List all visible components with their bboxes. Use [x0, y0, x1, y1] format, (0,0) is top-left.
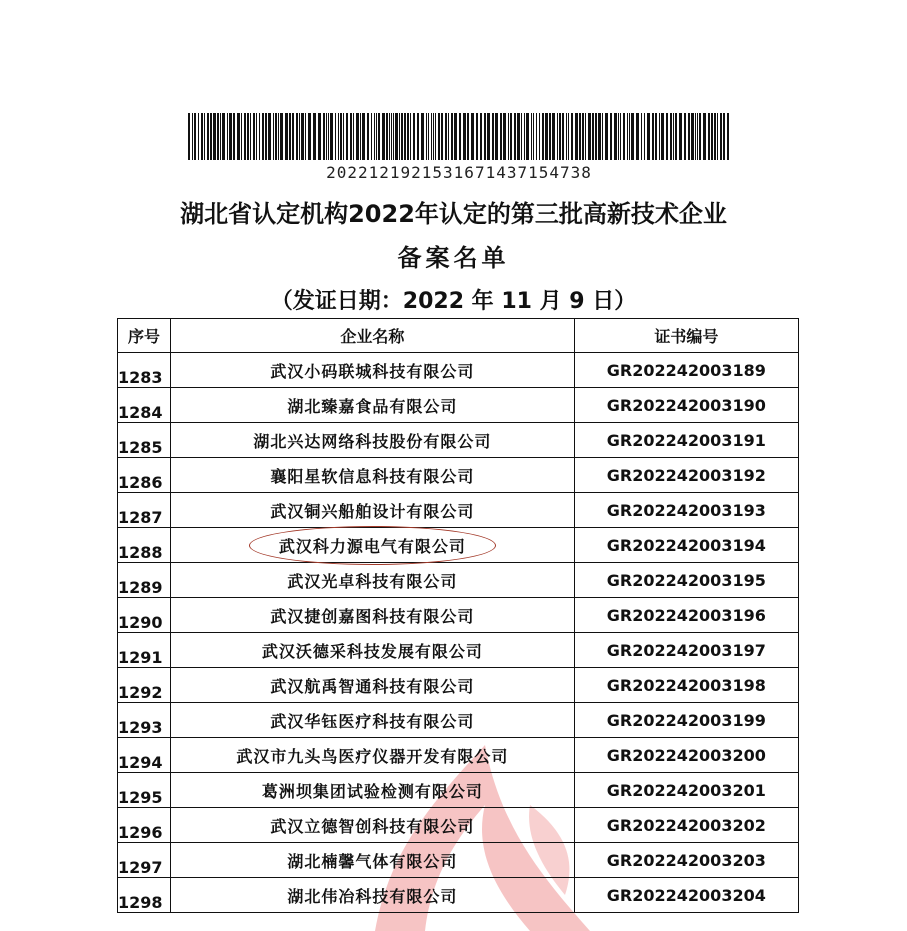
- barcode-icon: [188, 113, 730, 160]
- table-header-row: [118, 319, 799, 353]
- row-cert-number: GR202242003201: [574, 773, 798, 808]
- table-row: [118, 423, 799, 458]
- row-index: 1288: [118, 528, 171, 563]
- page-title: 湖北省认定机构2022年认定的第三批高新技术企业: [180, 200, 727, 228]
- row-cert-number: GR202242003193: [574, 493, 798, 528]
- row-company-name: 湖北兴达网络科技股份有限公司: [253, 431, 492, 451]
- row-company-name: 葛洲坝集团试验检测有限公司: [261, 781, 483, 801]
- row-company-name-cell: [171, 843, 575, 878]
- row-index: 1295: [118, 773, 171, 808]
- row-company-name: 武汉华钰医疗科技有限公司: [270, 711, 475, 731]
- row-company-name-cell: [171, 878, 575, 913]
- table-row: [118, 493, 799, 528]
- table-row: [118, 668, 799, 703]
- barcode: [188, 113, 730, 182]
- table-row: [118, 633, 799, 668]
- col-header-index: 序号: [118, 319, 171, 353]
- table-row: [118, 703, 799, 738]
- row-index: 1289: [118, 563, 171, 598]
- row-company-name-cell: [171, 738, 575, 773]
- row-cert-number: GR202242003195: [574, 563, 798, 598]
- row-company-name-cell: [171, 563, 575, 598]
- table-row: [118, 738, 799, 773]
- row-index: 1284: [118, 388, 171, 423]
- row-cert-number: GR202242003194: [574, 528, 798, 563]
- table-row: [118, 528, 799, 563]
- row-cert-number: GR202242003197: [574, 633, 798, 668]
- issue-date: （发证日期：2022 年 11 月 9 日）: [270, 289, 637, 314]
- row-index: 1296: [118, 808, 171, 843]
- row-company-name-cell: [171, 668, 575, 703]
- row-cert-number: GR202242003192: [574, 458, 798, 493]
- table-row: [118, 458, 799, 493]
- row-cert-number: GR202242003189: [574, 353, 798, 388]
- col-header-cert: 证书编号: [574, 319, 798, 353]
- table-row: [118, 843, 799, 878]
- row-index: 1290: [118, 598, 171, 633]
- row-cert-number: GR202242003198: [574, 668, 798, 703]
- col-header-name: 企业名称: [171, 319, 575, 353]
- row-company-name: 湖北伟冶科技有限公司: [287, 886, 458, 906]
- table-row: [118, 598, 799, 633]
- row-company-name-cell: [171, 773, 575, 808]
- enterprise-table: [117, 318, 799, 913]
- row-company-name-cell: [171, 633, 575, 668]
- row-index: 1297: [118, 843, 171, 878]
- table-row: [118, 773, 799, 808]
- page-subtitle: 备案名单: [397, 244, 510, 272]
- row-cert-number: GR202242003191: [574, 423, 798, 458]
- table-row: [118, 808, 799, 843]
- table-row: [118, 563, 799, 598]
- row-index: 1285: [118, 423, 171, 458]
- row-cert-number: GR202242003196: [574, 598, 798, 633]
- row-cert-number: GR202242003202: [574, 808, 798, 843]
- row-company-name: 武汉捷创嘉图科技有限公司: [270, 606, 475, 626]
- row-cert-number: GR202242003203: [574, 843, 798, 878]
- row-cert-number: GR202242003204: [574, 878, 798, 913]
- row-company-name-cell: [171, 458, 575, 493]
- row-index: 1294: [118, 738, 171, 773]
- row-company-name-cell: [171, 353, 575, 388]
- row-index: 1291: [118, 633, 171, 668]
- row-company-name-cell: [171, 703, 575, 738]
- row-company-name-cell: [171, 493, 575, 528]
- table-row: [118, 353, 799, 388]
- row-company-name-cell: [171, 808, 575, 843]
- row-company-name: 武汉铜兴船舶设计有限公司: [270, 501, 475, 521]
- row-cert-number: GR202242003199: [574, 703, 798, 738]
- row-company-name: 武汉科力源电气有限公司: [278, 536, 466, 556]
- highlight-circle: [249, 526, 496, 565]
- row-company-name: 武汉小码联城科技有限公司: [270, 361, 475, 381]
- row-company-name: 湖北臻嘉食品有限公司: [287, 396, 458, 416]
- row-company-name: 武汉沃德采科技发展有限公司: [261, 641, 483, 661]
- table-row: [118, 388, 799, 423]
- row-index: 1293: [118, 703, 171, 738]
- row-company-name: 武汉立德智创科技有限公司: [270, 816, 475, 836]
- barcode-number: 20221219215316714371547​38: [326, 163, 592, 182]
- row-company-name: 湖北楠馨气体有限公司: [287, 851, 458, 871]
- row-cert-number: GR202242003200: [574, 738, 798, 773]
- row-index: 1286: [118, 458, 171, 493]
- row-company-name: 襄阳星软信息科技有限公司: [270, 466, 475, 486]
- row-index: 1283: [118, 353, 171, 388]
- row-company-name-cell: [171, 423, 575, 458]
- row-company-name-cell: [171, 388, 575, 423]
- row-index: 1298: [118, 878, 171, 913]
- row-company-name-cell: [171, 598, 575, 633]
- table-row: [118, 878, 799, 913]
- row-cert-number: GR202242003190: [574, 388, 798, 423]
- row-index: 1287: [118, 493, 171, 528]
- row-company-name: 武汉航禹智通科技有限公司: [270, 676, 475, 696]
- row-company-name: 武汉光卓科技有限公司: [287, 571, 458, 591]
- row-company-name-cell: [171, 528, 575, 563]
- row-index: 1292: [118, 668, 171, 703]
- row-company-name: 武汉市九头鸟医疗仪器开发有限公司: [236, 746, 509, 766]
